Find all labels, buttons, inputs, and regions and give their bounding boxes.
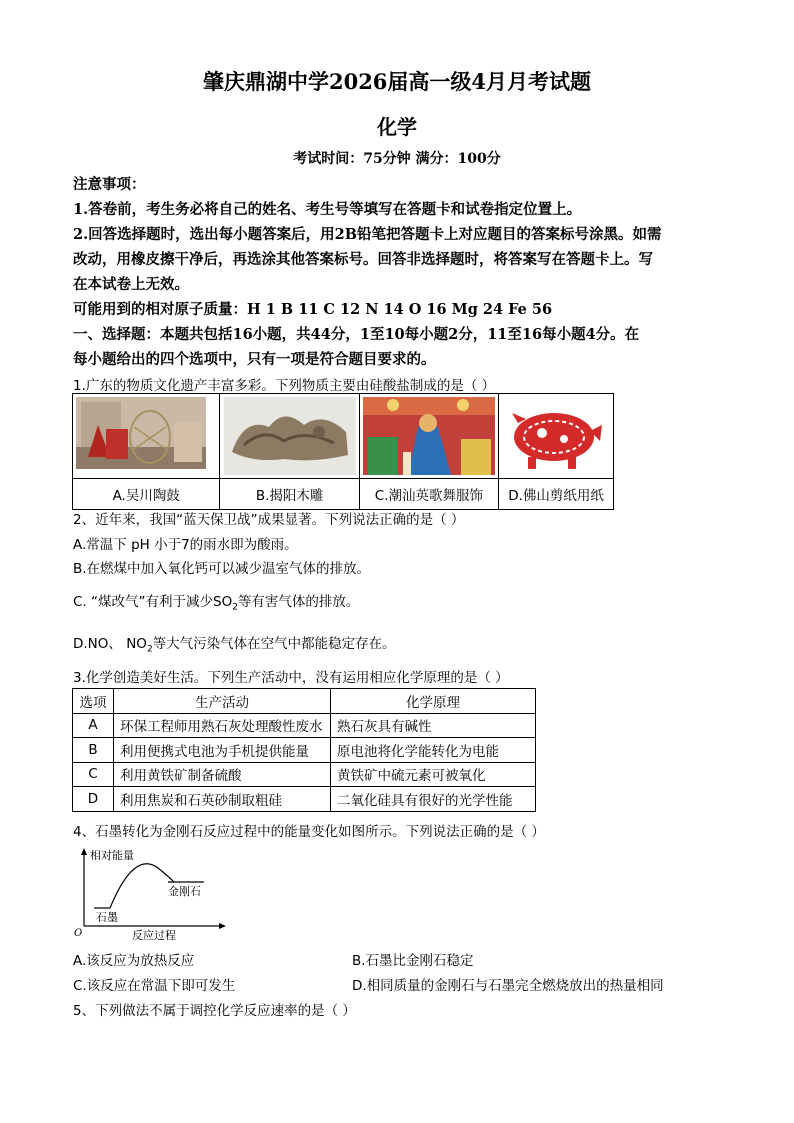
q4-option-d: D.相同质量的金刚石与石墨完全燃烧放出的热量相同 [352, 978, 664, 994]
atomic-masses: 可能用到的相对原子质量：H 1 B 11 C 12 N 14 O 16 Mg 24 Fe 56 [73, 301, 553, 318]
q1-option-a: A.吴川陶鼓 [73, 479, 220, 510]
q2-option-c-text: C. “煤改气”有利于减少SO [73, 594, 233, 610]
q3-row-b-label: B [73, 738, 114, 763]
q2-option-d-tail: 等大气污染气体在空气中都能稳定存在。 [152, 636, 396, 652]
table-row [73, 713, 536, 738]
energy-x-label: 反应过程 [132, 929, 176, 940]
q1-image-b [220, 394, 359, 479]
energy-y-label: 相对能量 [90, 849, 134, 862]
q2-option-d-text: D.NO、 NO [73, 636, 147, 652]
subject-title: 化学 [377, 115, 417, 139]
q3-row-c-label: C [73, 762, 114, 787]
q2-option-d [73, 632, 396, 655]
energy-curve [110, 864, 174, 908]
yingge-dance-photo [363, 397, 495, 475]
q3-row-d-activity: 利用焦炭和石英砂制取粗硅 [114, 787, 331, 812]
energy-y-arrow [81, 848, 87, 855]
q4-option-b: B.石墨比金刚石稳定 [352, 953, 474, 969]
note-item-2-line1: 2.回答选择题时，选出每小题答案后，用2B铅笔把答题卡上对应题目的答案标号涂黑。如需 [73, 226, 662, 243]
q2-option-b: B.在燃煤中加入氧化钙可以减少温室气体的排放。 [73, 561, 371, 577]
q3-row-d-principle: 二氧化硅具有很好的光学性能 [331, 787, 536, 812]
q2-option-c-subscript: 2 [232, 602, 238, 613]
q4-option-c: C.该反应在常温下即可发生 [73, 978, 236, 994]
q1-option-b: B.揭阳木雕 [220, 479, 359, 510]
wood-carving-photo [224, 397, 356, 475]
q3-row-a-label: A [73, 713, 114, 738]
table-row [73, 787, 536, 812]
q1-image-d [499, 394, 614, 479]
q3-header-activity: 生产活动 [114, 689, 331, 714]
energy-diagram [72, 844, 232, 940]
diamond-label: 金刚石 [168, 885, 201, 898]
q3-row-c-principle: 黄铁矿中硫元素可被氧化 [331, 762, 536, 787]
q5-stem: 5、下列做法不属于调控化学反应速率的是（ ） [73, 1003, 356, 1019]
q3-header-option: 选项 [73, 689, 114, 714]
note-item-1: 1.答卷前，考生务必将自己的姓名、考生号等填写在答题卡和试卷指定位置上。 [73, 201, 582, 218]
q3-row-a-activity: 环保工程师用熟石灰处理酸性废水 [114, 713, 331, 738]
notes-heading: 注意事项： [73, 176, 146, 193]
paper-cut-photo [502, 397, 610, 475]
q3-stem: 3.化学创造美好生活。下列生产活动中，没有运用相应化学原理的是（ ） [73, 670, 509, 686]
page-title: 肇庆鼎湖中学2026届高一级4月月考试题 [202, 69, 592, 94]
table-row [73, 738, 536, 763]
q3-table [72, 688, 536, 812]
pottery-drum-photo [76, 397, 216, 475]
q3-row-b-activity: 利用便携式电池为手机提供能量 [114, 738, 331, 763]
table-row [73, 762, 536, 787]
q1-option-c: C.潮汕英歌舞服饰 [359, 479, 498, 510]
section1-line2: 每小题给出的四个选项中，只有一项是符合题目要求的。 [73, 351, 436, 368]
q2-option-d-subscript: 2 [146, 644, 153, 655]
note-item-2-line2: 改动，用橡皮擦干净后，再选涂其他答案标号。回答非选择题时，将答案写在答题卡上。写 [73, 251, 653, 268]
q1-image-c [359, 394, 498, 479]
q3-row-a-principle: 熟石灰具有碱性 [331, 713, 536, 738]
graphite-label: 石墨 [96, 911, 118, 924]
energy-x-arrow [219, 923, 226, 929]
q2-option-c-tail: 等有害气体的排放。 [237, 594, 360, 610]
energy-origin: O [74, 928, 83, 939]
q3-header-principle: 化学原理 [331, 689, 536, 714]
section1-line1: 一、选择题：本题共包括16小题，共44分，1至10每小题2分，11至16每小题4分。在 [73, 326, 640, 343]
q4-stem: 4、石墨转化为金刚石反应过程中的能量变化如图所示。下列说法正确的是（ ） [73, 824, 545, 840]
q2-stem: 2、近年来，我国“蓝天保卫战”成果显著。下列说法正确的是（ ） [73, 512, 465, 528]
q2-option-c [73, 590, 359, 613]
q1-option-d: D.佛山剪纸用纸 [499, 479, 614, 510]
q2-option-a: A.常温下 pH 小于7的雨水即为酸雨。 [73, 537, 298, 553]
q1-stem: 1.广东的物质文化遗产丰富多彩。下列物质主要由硅酸盐制成的是（ ） [73, 378, 496, 394]
exam-info: 考试时间：75分钟 满分：100分 [293, 151, 501, 167]
note-item-2-line3: 在本试卷上无效。 [73, 276, 189, 293]
q1-image-a [73, 394, 220, 479]
q3-row-b-principle: 原电池将化学能转化为电能 [331, 738, 536, 763]
q3-row-c-activity: 利用黄铁矿制备硫酸 [114, 762, 331, 787]
q3-row-d-label: D [73, 787, 114, 812]
q4-option-a: A.该反应为放热反应 [73, 953, 195, 969]
q1-image-table [72, 393, 614, 510]
